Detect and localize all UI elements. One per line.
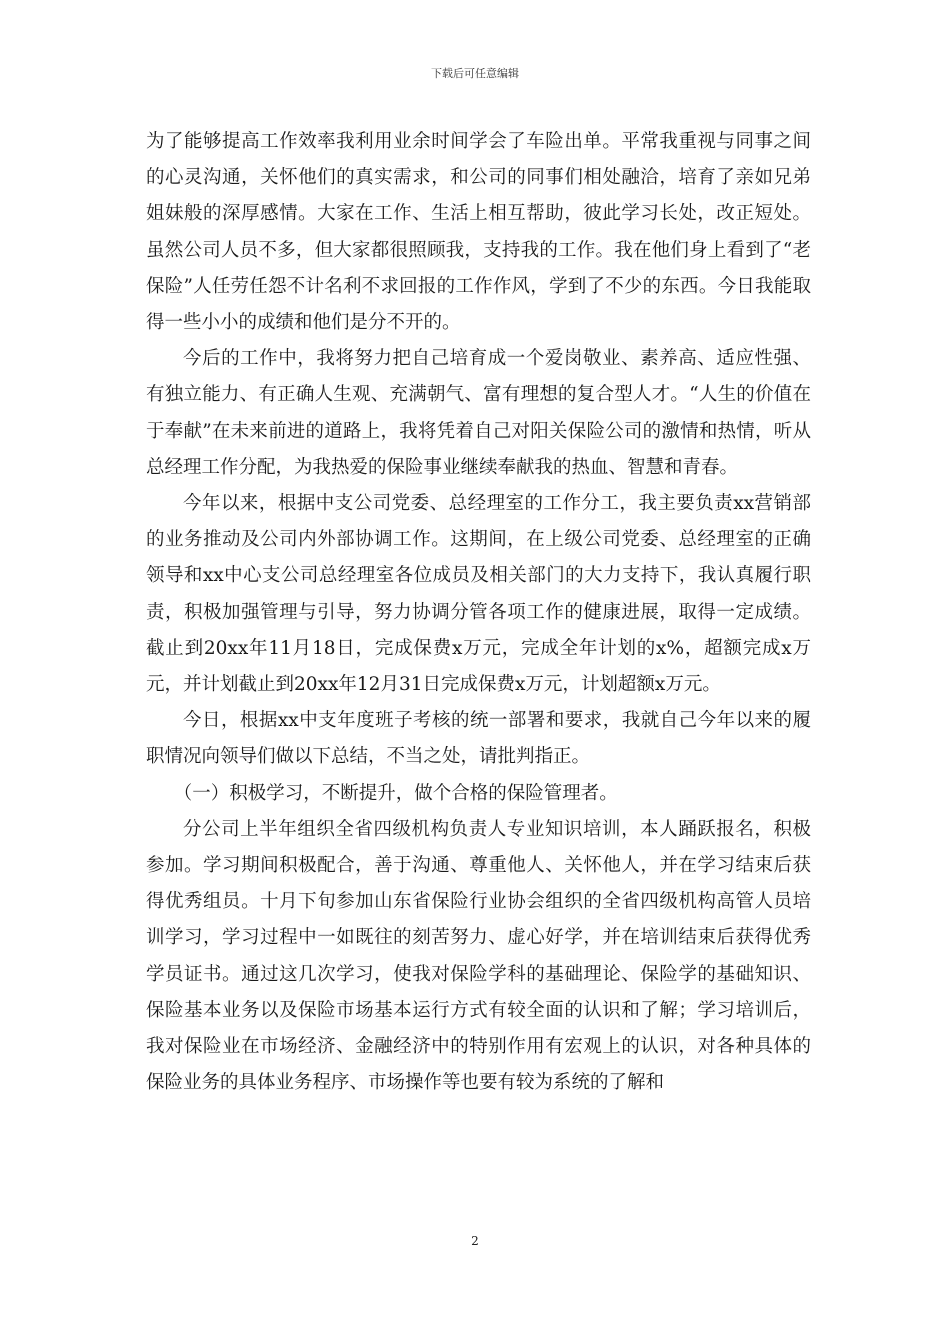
page-number: 2 [471, 1234, 479, 1248]
paragraph-colleague-relations: 为了能够提高工作效率我利用业余时间学会了车险出单。平常我重视与同事之间的心灵沟通，关怀他们的真实需求，和公司的同事们相处融洽，培育了亲如兄弟姐妹般的深厚感情。大家在工作、生活上相互帮助，彼此学习长处，改正短处。虽然公司人员不多，但大家都很照顾我，支持我的工作。我在他们身上看到了“老保险”人任劳任怨不计名利不求回报的工作作风，学到了不少的东西。今日我能取得一些小小的成绩和他们是分不开的。 [146, 131, 811, 334]
paragraph-future-work: 今后的工作中，我将努力把自己培育成一个爱岗敬业、素养高、适应性强、有独立能力、有正确人生观、充满朝气、富有理想的复合型人才。“人生的价值在于奉献”在未来前进的道路上，我将凭着自己对阳关保险公司的激情和热情，听从总经理工作分配，为我热爱的保险事业继续奉献我的热血、智慧和青春。 [146, 348, 811, 478]
page-header-note: 下载后可任意编辑 [431, 67, 519, 80]
paragraph-training: 分公司上半年组织全省四级机构负责人专业知识培训，本人踊跃报名，积极参加。学习期间积极配合，善于沟通、尊重他人、关怀他人，并在学习结束后获得优秀组员。十月下旬参加山东省保险行业协会组织的全省四级机构高管人员培训学习，学习过程中一如既往的刻苦努力、虚心好学，并在培训结束后获得优秀学员证书。通过这几次学习，使我对保险学科的基础理论、保险学的基础知识、保险基本业务以及保险市场基本运行方式有较全面的认识和了解；学习培训后，我对保险业在市场经济、金融经济中的特别作用有宏观上的认识，对各种具体的保险业务的具体业务程序、市场操作等也要有较为系统的了解和 [146, 818, 811, 1094]
document-body [146, 124, 811, 1101]
paragraph-annual-performance: 今年以来，根据中支公司党委、总经理室的工作分工，我主要负责xx营销部的业务推动及公司内外部协调工作。这期间，在上级公司党委、总经理室的正确领导和xx中心支公司总经理室各位成员及相关部门的大力支持下，我认真履行职责，积极加强管理与引导，努力协调分管各项工作的健康进展，取得一定成绩。截止到20xx年11月18日，完成保费x万元，完成全年计划的x%，超额完成x万元，并计划截止到20xx年12月31日完成保费x万元，计划超额x万元。 [146, 493, 811, 696]
paragraph-summary-intro: 今日，根据xx中支年度班子考核的统一部署和要求，我就自己今年以来的履职情况向领导们做以下总结，不当之处，请批判指正。 [146, 710, 811, 768]
section-heading-learning: （一）积极学习，不断提升，做个合格的保险管理者。 [173, 782, 618, 804]
